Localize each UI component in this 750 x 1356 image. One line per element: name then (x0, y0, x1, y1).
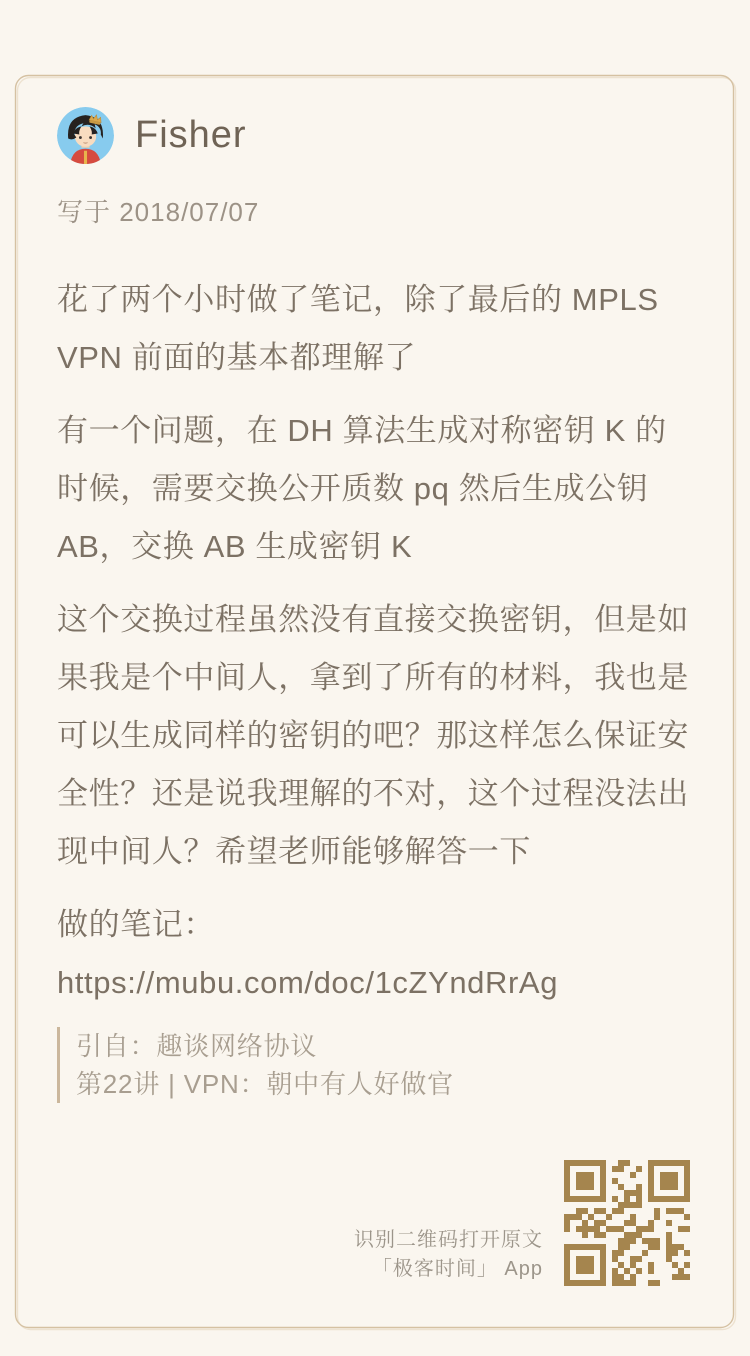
author-header (57, 107, 693, 164)
written-date: 写于 2018/07/07 (57, 197, 260, 227)
notes-url-link[interactable]: https://mubu.com/doc/1cZYndRrAg (57, 965, 559, 1000)
qr-caption-line2: 「极客时间」 App (371, 1258, 543, 1280)
qr-code (564, 1160, 690, 1286)
author-name: Fisher (135, 114, 247, 156)
boy-avatar-icon (57, 107, 114, 164)
qr-caption-line1: 识别二维码打开原文 (354, 1229, 543, 1251)
quote-episode-line: 第22讲 | VPN：朝中有人好做官 (76, 1069, 454, 1099)
notes-block (57, 896, 693, 1012)
paragraph-2: 有一个问题，在 DH 算法生成对称密钥 K 的时候，需要交换公开质数 pq 然后生成公钥 AB，交换 AB 生成密钥 K (57, 413, 667, 564)
paragraph-1: 花了两个小时做了笔记，除了最后的 MPLS VPN 前面的基本都理解了 (57, 282, 659, 375)
card-content (57, 0, 693, 1103)
source-quote (57, 1027, 693, 1103)
quote-source-line: 引自：趣谈网络协议 (76, 1031, 318, 1061)
comment-body (57, 271, 693, 1103)
qr-caption (354, 1226, 543, 1284)
footer (354, 1160, 690, 1286)
paragraph-3: 这个交换过程虽然没有直接交换密钥，但是如果我是个中间人，拿到了所有的材料，我也是可以生成同样的密钥的吧？那这样怎么保证安全性？还是说我理解的不对，这个过程没法出现中间人？希望老师能够解答一下 (57, 602, 689, 869)
avatar (57, 107, 114, 164)
notes-label: 做的笔记： (57, 907, 215, 942)
